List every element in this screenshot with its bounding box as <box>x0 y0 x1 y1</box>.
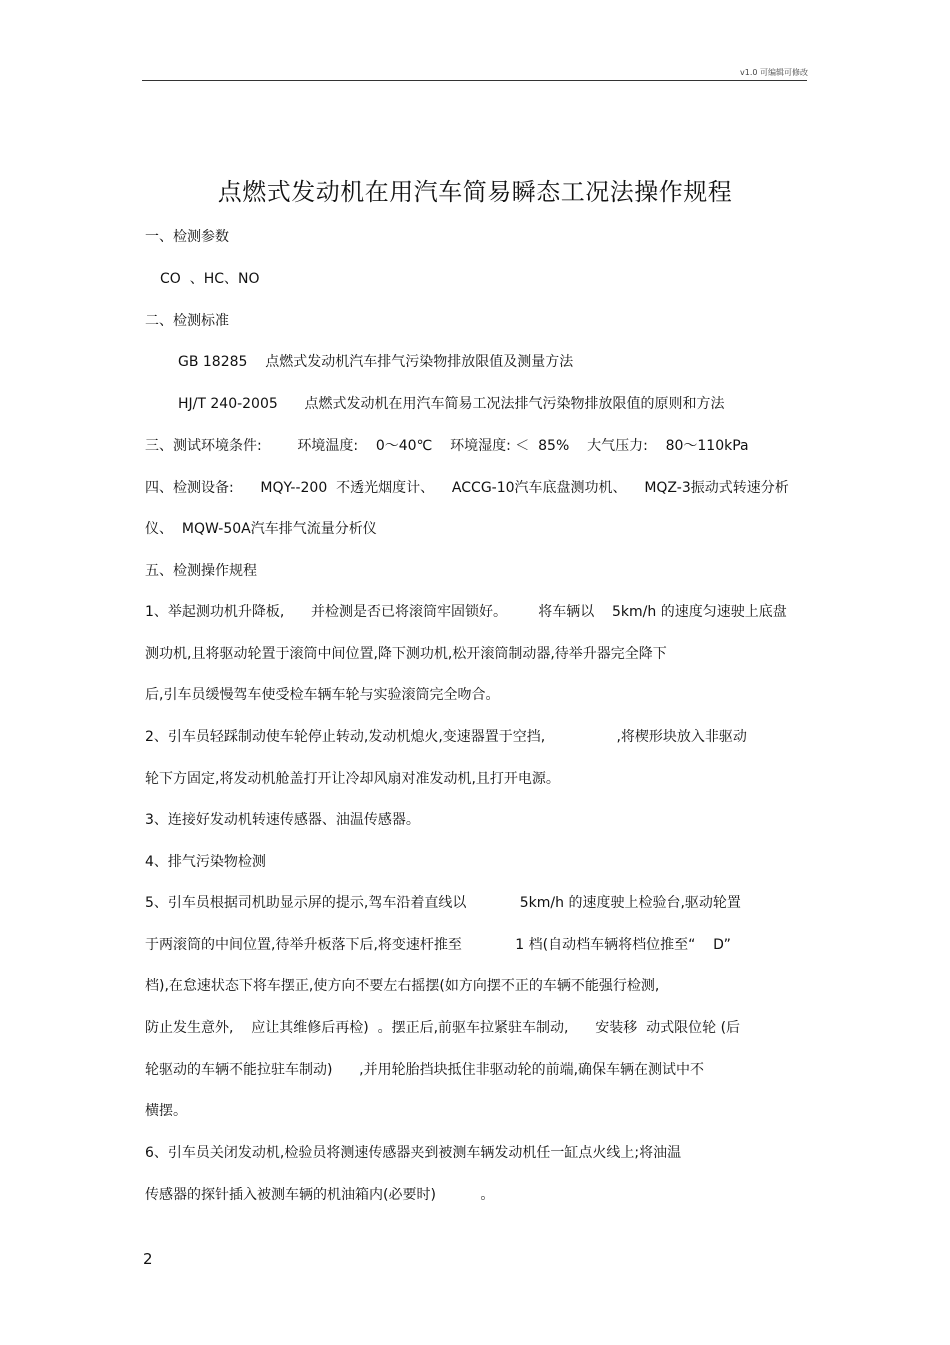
paragraph-line: 传感器的探针插入被测车辆的机油箱内(必要时) 。 <box>145 1187 495 1203</box>
paragraph-line: 6、引车员关闭发动机,检验员将测速传感器夹到被测车辆发动机任一缸点火线上;将油温 <box>145 1145 682 1161</box>
paragraph-line: 后,引车员缓慢驾车使受检车辆车轮与实验滚筒完全吻合。 <box>145 687 500 703</box>
paragraph-line: 横摆。 <box>145 1103 187 1119</box>
equipment-line: 仪、 MQW-50A汽车排气流量分析仪 <box>145 521 377 537</box>
header-rule <box>142 80 807 81</box>
paragraph-line: 3、连接好发动机转速传感器、油温传感器。 <box>145 812 420 828</box>
section-heading-standards: 二、检测标准 <box>145 313 229 329</box>
page-number: 2 <box>143 1250 153 1268</box>
paragraph-line: 4、排气污染物检测 <box>145 854 266 870</box>
paragraph-line: 档),在怠速状态下将车摆正,使方向不要左右摇摆(如方向摆不正的车辆不能强行检测, <box>145 978 660 994</box>
paragraph-line: 2、引车员轻踩制动使车轮停止转动,发动机熄火,变速器置于空挡, ,将楔形块放入非驱动 <box>145 729 747 745</box>
paragraph-line: 5、引车员根据司机助显示屏的提示,驾车沿着直线以 5km/h 的速度驶上检验台,驱动轮置 <box>145 895 741 911</box>
paragraph-line: 防止发生意外, 应让其维修后再检) 。摆正后,前驱车拉紧驻车制动, 安装移 动式限位轮 (后 <box>145 1020 741 1036</box>
paragraph-line: 轮下方固定,将发动机舱盖打开让冷却风扇对准发动机,且打开电源。 <box>145 771 560 787</box>
parameter-list: CO 、HC、NO <box>160 271 260 287</box>
section-heading-parameters: 一、检测参数 <box>145 229 229 245</box>
paragraph-line: 轮驱动的车辆不能拉驻车制动) ,并用轮胎挡块抵住非驱动轮的前端,确保车辆在测试中不 <box>145 1062 705 1078</box>
equipment-line: 四、检测设备: MQY--200 不透光烟度计、 ACCG-10汽车底盘测功机、 MQZ-3振动式转速分析 <box>145 480 789 496</box>
header-note: v1.0 可编辑可修改 <box>740 68 808 77</box>
paragraph-line: 于两滚筒的中间位置,待举升板落下后,将变速杆推至 1 档(自动档车辆将档位推至“ D” <box>145 937 731 953</box>
document-title: 点燃式发动机在用汽车简易瞬态工况法操作规程 <box>217 178 733 206</box>
paragraph-line: 1、举起测功机升降板, 并检测是否已将滚筒牢固锁好。 将车辆以 5km/h 的速度匀速驶上底盘 <box>145 604 787 620</box>
standard-item: GB 18285 点燃式发动机汽车排气污染物排放限值及测量方法 <box>178 354 574 370</box>
environment-conditions: 三、测试环境条件: 环境温度: 0～40℃ 环境湿度: ＜ 85% 大气压力: 80～110kPa <box>145 438 749 454</box>
section-heading-procedure: 五、检测操作规程 <box>145 563 257 579</box>
paragraph-line: 测功机,且将驱动轮置于滚筒中间位置,降下测功机,松开滚筒制动器,待举升器完全降下 <box>145 646 667 662</box>
standard-item: HJ/T 240-2005 点燃式发动机在用汽车简易工况法排气污染物排放限值的原则和方法 <box>178 396 725 412</box>
